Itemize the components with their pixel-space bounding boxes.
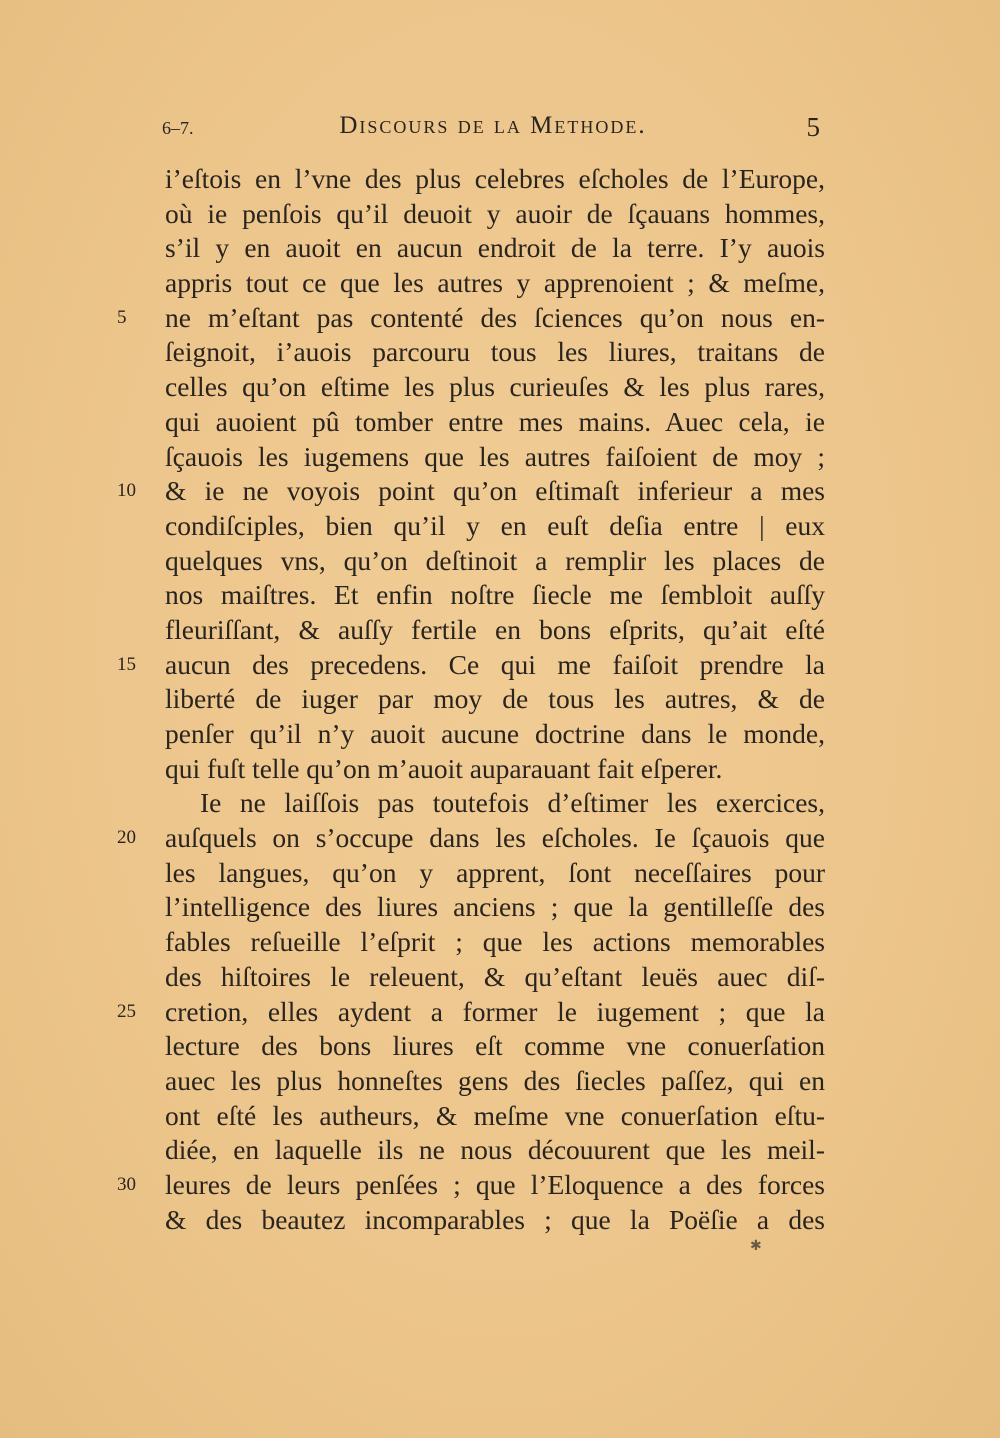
text-line [165,925,825,960]
printer-mark-asterisk: ✱ [750,1238,762,1254]
line-text: & des beautez incomparables ; que la Poëſie a des [165,1203,825,1235]
text-line [165,231,825,266]
text-line [165,1133,825,1168]
line-text: cretion, elles aydent a former le iugement ; que la [165,995,825,1027]
text-line [165,578,825,613]
line-text: celles qu’on eſtime les plus curieuſes & les plus rares, [165,371,825,403]
text-line [165,752,825,787]
text-line [165,370,825,405]
text-line [117,995,825,1030]
line-number: 30 [117,1173,136,1195]
text-line [165,1203,825,1238]
text-line [117,1168,825,1203]
line-text: auſquels on s’occupe dans les eſcholes. Ie ſçauois que [165,822,825,854]
text-line [165,405,825,440]
text-line [165,1099,825,1134]
line-text: appris tout ce que les autres y apprenoient ; & meſme, [165,267,825,299]
line-number: 5 [117,306,127,328]
line-number: 15 [117,653,136,675]
line-text: qui auoient pû tomber entre mes mains. Auec cela, ie [165,405,825,437]
page-number: 5 [806,112,820,142]
text-line [165,266,825,301]
line-number: 25 [117,1000,136,1022]
line-text: auec les plus honneſtes gens des ſiecles paſſez, qui en [165,1064,825,1096]
line-text: qui fuſt telle qu’on m’auoit auparauant fait eſperer. [165,752,723,784]
line-text: ſçauois les iugemens que les autres faiſoient de moy ; [165,440,825,472]
text-line [117,301,825,336]
text-line [165,440,825,475]
line-text: s’il y en auoit en aucun endroit de la terre. I’y auois [165,232,825,264]
line-text: diée, en laquelle ils ne nous découurent que les meil- [165,1134,825,1166]
line-text: l’intelligence des liures anciens ; que la gentilleſſe des [165,891,825,923]
line-text: fleuriſſant, & auſſy fertile en bons eſprits, qu’ait eſté [165,613,825,645]
running-head [162,112,824,146]
line-number: 20 [117,827,136,849]
line-text: ont eſté les autheurs, & meſme vne conuerſation eſtu- [165,1099,825,1131]
body-text [117,162,825,1237]
text-line [117,648,825,683]
text-line [165,162,825,197]
text-line [165,544,825,579]
line-text: aucun des precedens. Ce qui me faiſoit prendre la [165,648,825,680]
text-line [165,1064,825,1099]
text-line [165,960,825,995]
line-text: nos maiſtres. Et enfin noſtre ſiecle me ſembloit auſſy [165,579,825,611]
line-text: condiſciples, bien qu’il y en euſt deſia entre | eux [165,509,825,541]
line-text: penſer qu’il n’y auoit aucune doctrine dans le monde, [165,718,825,749]
line-text: liberté de iuger par moy de tous les autres, & de [165,683,825,715]
line-text: i’eſtois en l’vne des plus celebres eſcholes de l’Europe, [165,163,825,194]
line-text: leures de leurs penſées ; que l’Eloquence a des forces [165,1168,825,1200]
text-line [165,717,825,752]
line-text: Ie ne laiſſois pas toutefois d’eſtimer les exercices, [200,787,825,819]
line-text: lecture des bons liures eſt comme vne conuerſation [165,1030,825,1062]
text-line [117,474,825,509]
text-line [165,197,825,232]
text-line [165,682,825,717]
line-number: 10 [117,480,136,502]
folio-left: 6–7. [162,118,194,138]
text-line [117,821,825,856]
text-line [165,786,825,821]
text-line [165,856,825,891]
line-text: quelques vns, qu’on deſtinoit a remplir les places de [165,544,825,576]
text-line [165,509,825,544]
line-text: ne m’eſtant pas contenté des ſciences qu’on nous en- [165,301,825,333]
running-title: Discours de la Methode. [339,112,647,139]
line-text: fables reſueille l’eſprit ; que les actions memorables [165,926,825,958]
line-text: des hiſtoires le releuent, & qu’eſtant leuës auec diſ- [165,960,825,992]
text-line [165,890,825,925]
line-text: ſeignoit, i’auois parcouru tous les liures, traitans de [165,336,825,368]
text-line [165,1029,825,1064]
line-text: où ie penſois qu’il deuoit y auoir de ſçauans hommes, [165,197,825,229]
line-text: & ie ne voyois point qu’on eſtimaſt inferieur a mes [165,475,825,507]
text-line [165,335,825,370]
text-line [165,613,825,648]
line-text: les langues, qu’on y apprent, ſont neceſſaires pour [165,856,825,888]
